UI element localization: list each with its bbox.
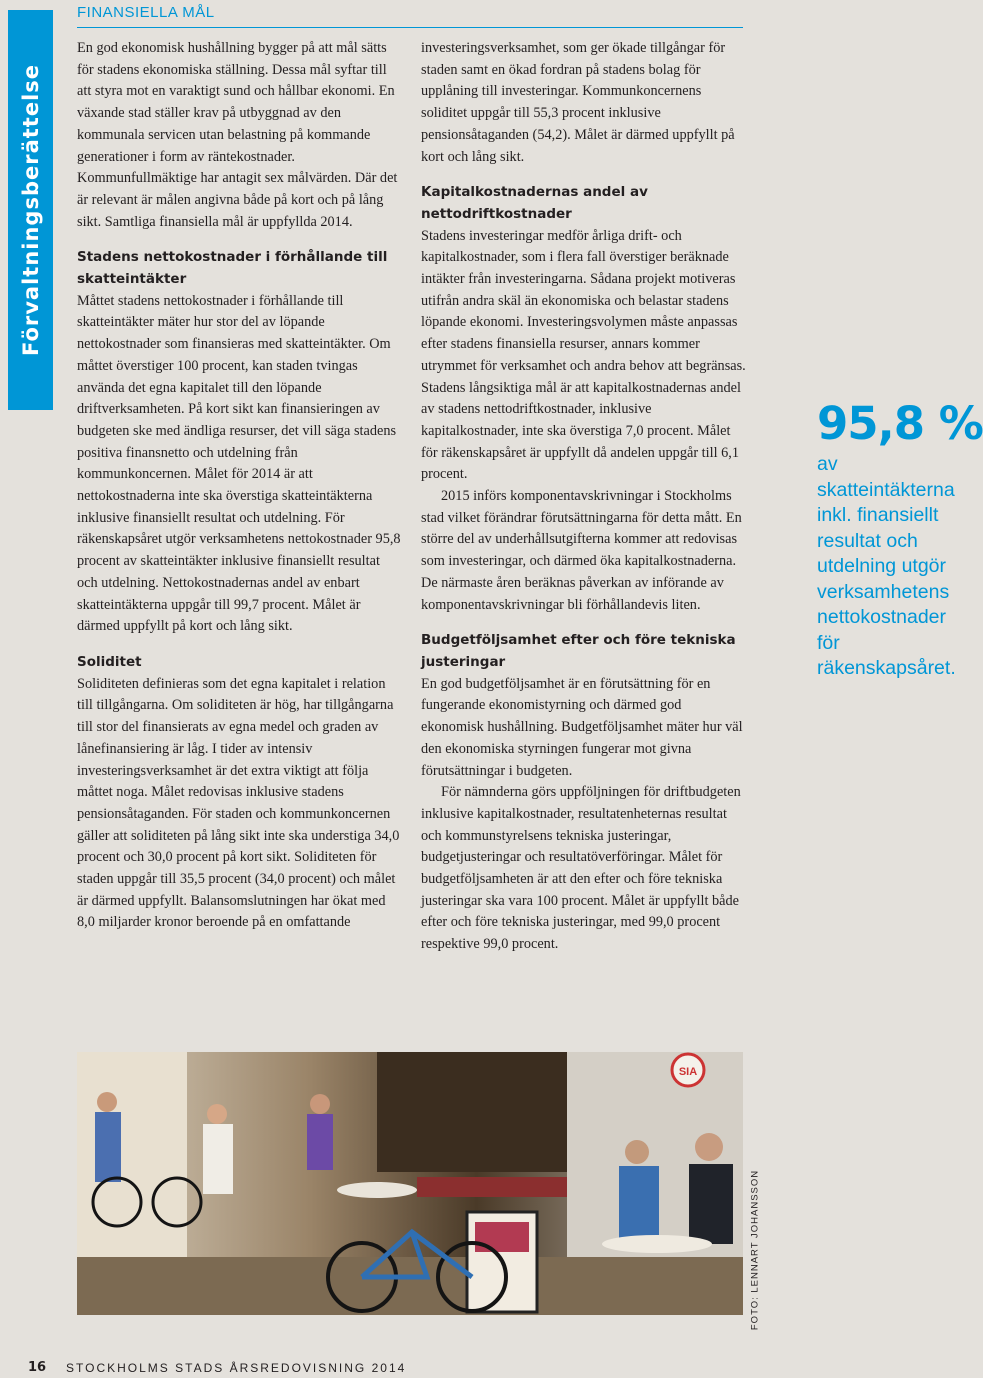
paragraph: Stadens investeringar medför årliga drift- och kapitalkostnader, som i flera fall överstiger beräknade intäkter från investeringarna. Sådana projekt motiveras utifrån andra skäl än ekonomiska och belastar stadens löpande ekonomi. Investeringsvolymen måste anpassas efter stadens finansiella resurser, annars kommer utrymmet för verksamhet och andra behov att begränsas. Stadens långsiktiga mål är att kapitalkostnadernas andel av stadens nettodriftkostnader, inklusive kapitalkostnader, inte ska överstiga 7,0 procent. Målet för räkenskapsåret är uppfyllt då andelen uppgår till 6,1 procent. <box>421 227 746 483</box>
photo-credit-text: FOTO: LENNART JOHANSSON <box>749 1169 761 1331</box>
paragraph: investeringsverksamhet, som ger ökade tillgångar för staden samt en ökad fordran på stadens bolag för upplåning till investeringar. Kommunkoncernens soliditet uppgår till 55,3 procent inklusive pensionsåtaganden (54,2). Målet är därmed uppfyllt på kort och lång sikt. <box>421 40 735 165</box>
street-cafe-photo <box>77 1052 743 1315</box>
subheading: Kapitalkostnadernas andel av nettodriftkostnader <box>421 184 648 222</box>
subheading: Budgetföljsamhet efter och före tekniska justeringar <box>421 632 736 670</box>
key-figure-text: av skatteintäkterna inkl. finansiellt resultat och utdelning utgör verksamhetens nettokostnader för räkenskapsåret. <box>817 453 956 679</box>
paragraph: För nämnderna görs uppföljningen för driftbudgeten inklusive kapitalkostnader, resultatenheternas resultat och kommunstyrelsens tekniska justeringar, budgetjusteringar och resultatöverföringar. Målet för budgetföljsamheten är att den efter och före tekniska justeringar ska vara 100 procent. Målet är uppfyllt både efter och före tekniska justeringar, med 99,0 procent respektive 99,0 procent. <box>421 784 741 953</box>
right-text-column <box>421 38 746 956</box>
paragraph: 2015 införs komponentavskrivningar i Stockholms stad vilket förändrar förutsättningarna för detta mått. En större del av underhållsutgifterna kommer att redovisas som investeringar, och därmed öka kapitalkostnaderna. De närmaste åren beräknas påverkan av införande av komponentavskrivningar bli förhållandevis liten. <box>421 488 742 613</box>
footer-publication: STOCKHOLMS STADS ÅRSREDOVISNING 2014 <box>66 1361 407 1375</box>
subheading: Soliditet <box>77 653 142 670</box>
page-number: 16 <box>28 1360 47 1375</box>
paragraph: Soliditeten definieras som det egna kapitalet i relation till tillgångarna. Om soliditeten är hög, har tillgångarna till stor del finansierats av egna medel och graden av lånefinansiering är låg. I tider av intensiv investeringsverksamhet är det extra viktigt att följa måttet noga. Målet redovisas inklusive stadens pensionsåtaganden. För staden och kommunkoncernen gäller att soliditeten på lång sikt inte ska understiga 34,0 procent och 30,0 procent på kort sikt. Soliditeten för staden uppgår till 35,5 procent (34,0 procent) och målet är därmed uppfyllt. Balansomslutningen har ökat med 8,0 miljarder kronor beroende på en omfattande <box>77 675 400 931</box>
sidebar-tab <box>8 10 53 410</box>
key-figure-value: 95,8 % <box>817 397 983 450</box>
paragraph: En god budgetföljsamhet är en förutsättning för en fungerande ekonomistyrning och därmed god ekonomisk hushållning. Budgetföljsamhet mäter hur väl den ekonomiska styrningen fungerar mot givna förutsättningar i budgeten. <box>421 675 743 779</box>
left-text-column <box>77 38 402 934</box>
shop-sign-text: SIA <box>678 1066 698 1078</box>
subheading: Stadens nettokostnader i förhållande till skatteintäkter <box>77 249 388 288</box>
key-figure-callout <box>817 394 983 682</box>
sidebar-label: Förvaltningsberättelse <box>18 63 43 357</box>
paragraph: Måttet stadens nettokostnader i förhållande till skatteintäkter mäter hur stor del av löpande nettokostnader som finansieras med skatteintäkter. Om måttet överstiger 100 procent, kan staden tvingas använda det egna kapitalet till den löpande driftverksamheten. På kort sikt kan finansieringen av budgeten ske med ändliga resurser, det vill säga stadens positiva finansnetto och utdelning från kommunkoncernen. Målet för 2014 är att nettokostnaderna inte ska överstiga skatteintäkterna inklusive finansiellt resultat och utdelning. För räkenskapsåret utgör verksamhetens nettokostnader 95,8 procent av skatteintäkter inklusive finansiellt resultat och utdelning. Nettokostnadernas andel av enbart skatteintäkterna uppgår till 99,7 procent. Målet är därmed uppfyllt på kort och lång sikt. <box>77 292 401 635</box>
paragraph: En god ekonomisk hushållning bygger på att mål sätts för stadens ekonomiska ställning. Dessa mål syftar till att styra mot en varaktigt sund och hållbar ekonomi. En växande stad ställer krav på utbyggnad av den kommunala servicen utan belastning på kommande generationer i form av räntekostnader. Kommunfullmäktige har antagit sex målvärden. Där det är relevant är målen angivna både på kort och på lång sikt. Samtliga finansiella mål är uppfyllda 2014. <box>77 40 398 230</box>
top-divider <box>77 27 743 28</box>
photo-credit <box>740 1169 770 1331</box>
section-title: FINANSIELLA MÅL <box>77 4 215 21</box>
